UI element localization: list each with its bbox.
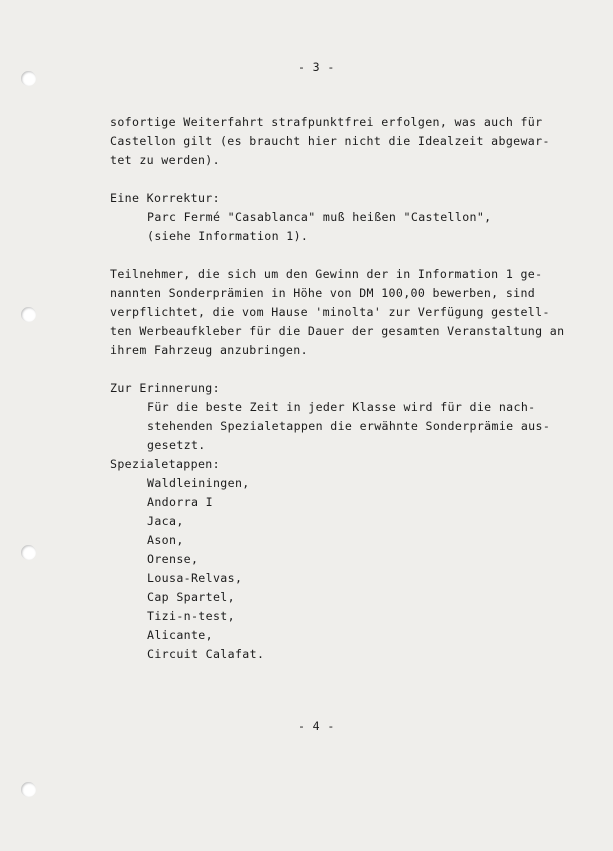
paragraph-line: nannten Sonderprämien in Höhe von DM 100,00 bewerben, sind [110,286,536,300]
paragraph-line: Teilnehmer, die sich um den Gewinn der in Information 1 ge- [110,267,543,281]
stage-item: Cap Spartel, [147,590,235,604]
punch-hole [21,71,36,86]
paragraph-line: Castellon gilt (es braucht hier nicht die Idealzeit abgewar- [110,134,550,148]
page-number-bottom: - 4 - [298,719,335,733]
paragraph-line: sofortige Weiterfahrt strafpunktfrei erfolgen, was auch für [110,115,543,129]
section-heading: Zur Erinnerung: [110,381,220,395]
reminder-line: gesetzt. [147,438,206,452]
stage-item: Orense, [147,552,199,566]
section-heading: Eine Korrektur: [110,191,220,205]
paragraph-line: verpflichtet, die vom Hause 'minolta' zur Verfügung gestell- [110,305,550,319]
punch-hole [21,782,36,797]
punch-hole [21,545,36,560]
punch-hole [21,307,36,322]
reminder-line: Für die beste Zeit in jeder Klasse wird für die nach- [147,400,536,414]
paragraph-line: ten Werbeaufkleber für die Dauer der gesamten Veranstaltung an [110,324,565,338]
stage-item: Jaca, [147,514,184,528]
stage-item: Waldleiningen, [147,476,250,490]
section-heading: Spezialetappen: [110,457,220,471]
reminder-line: stehenden Spezialetappen die erwähnte Sonderprämie aus- [147,419,551,433]
stage-item: Tizi-n-test, [147,609,235,623]
page-number-top: - 3 - [298,60,335,74]
correction-line: (siehe Information 1). [147,229,309,243]
stage-item: Ason, [147,533,184,547]
stage-item: Lousa-Relvas, [147,571,243,585]
stage-item: Circuit Calafat. [147,647,265,661]
paragraph-line: ihrem Fahrzeug anzubringen. [110,343,308,357]
paragraph-line: tet zu werden). [110,153,220,167]
stage-item: Andorra I [147,495,213,509]
stage-item: Alicante, [147,628,213,642]
correction-line: Parc Fermé "Casablanca" muß heißen "Castellon", [147,210,492,224]
